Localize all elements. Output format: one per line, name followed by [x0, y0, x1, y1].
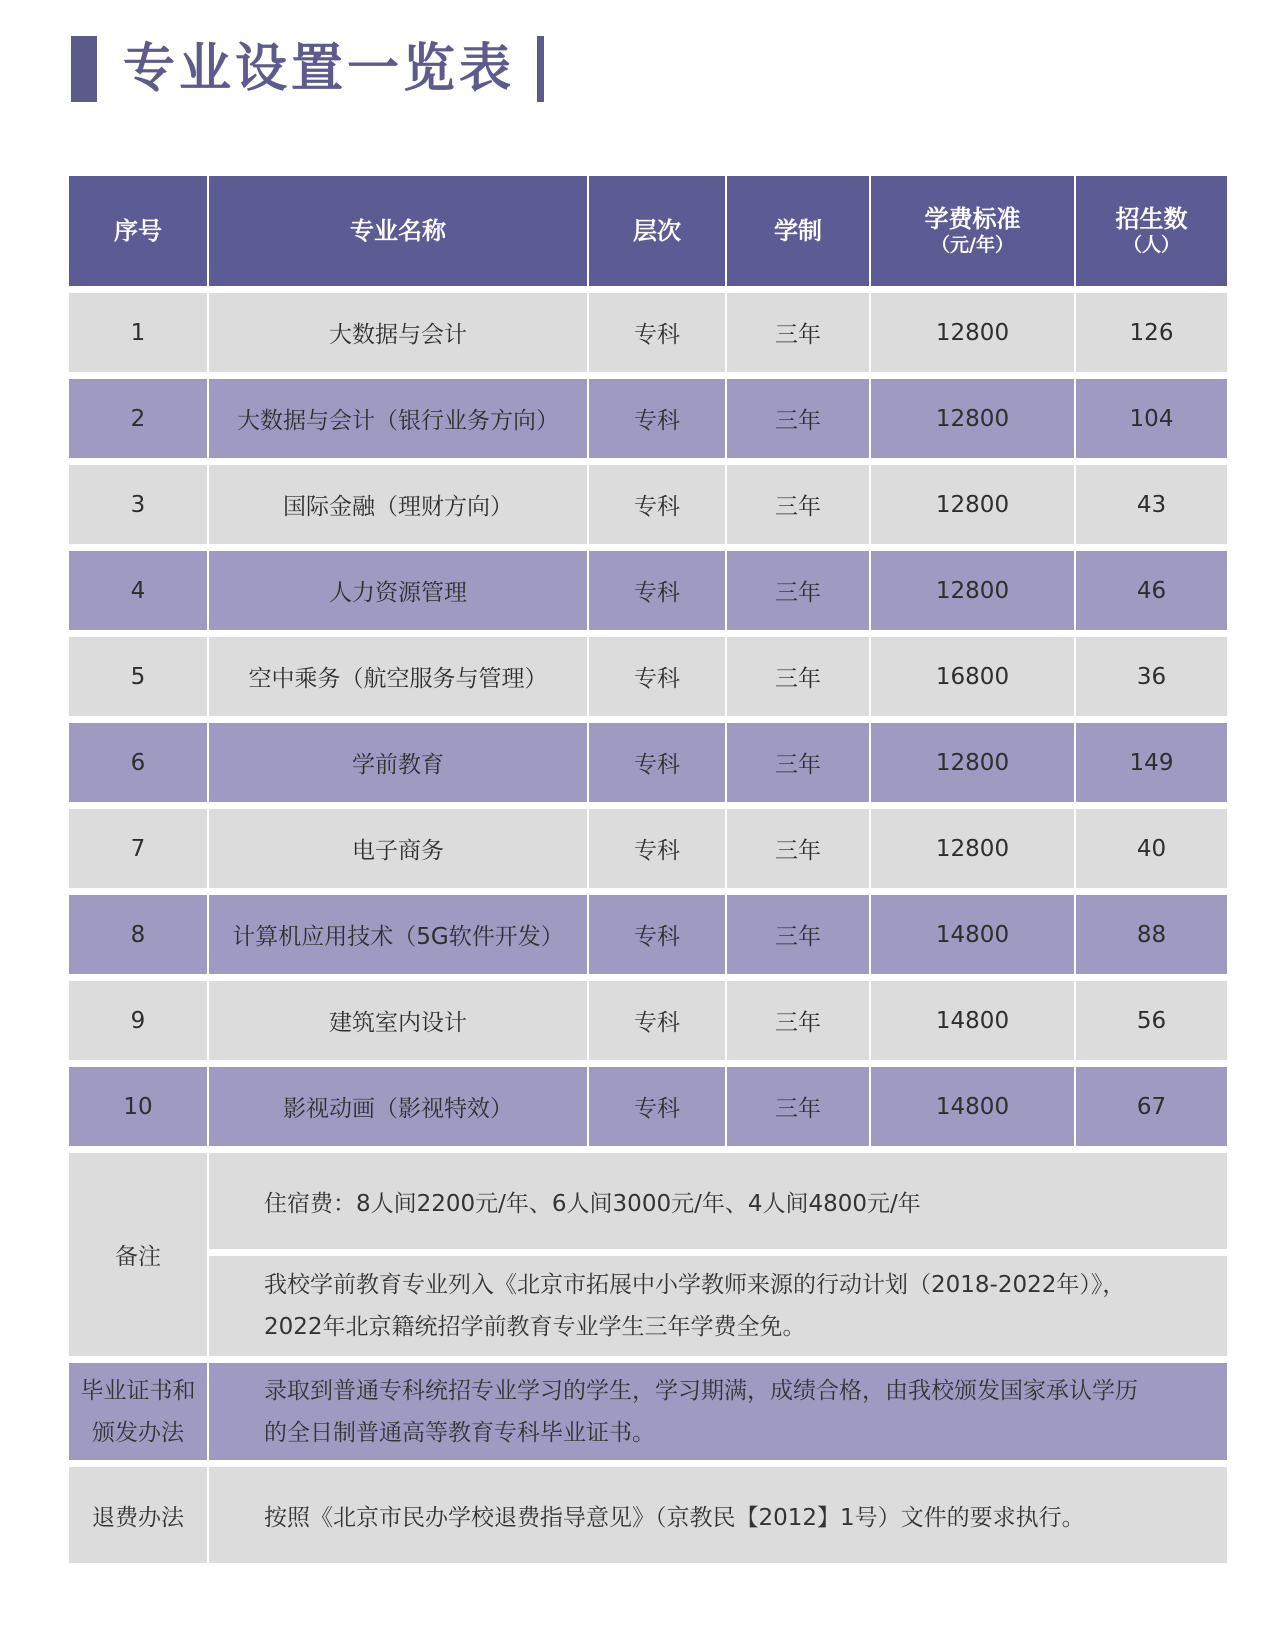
cell-major-name: 学前教育 [209, 723, 587, 802]
cell-level: 专科 [589, 895, 725, 974]
cell-level: 专科 [589, 723, 725, 802]
cell-index: 4 [69, 551, 207, 630]
cell-enrollment: 43 [1076, 465, 1227, 544]
table-row [69, 809, 1227, 888]
cell-level: 专科 [589, 637, 725, 716]
page-title-block [71, 36, 544, 102]
refund-section [69, 1467, 1227, 1563]
cell-major-name: 人力资源管理 [209, 551, 587, 630]
cell-tuition: 14800 [871, 1067, 1074, 1146]
refund-text: 按照《北京市民办学校退费指导意见》（京教民【2012】1号）文件的要求执行。 [209, 1467, 1227, 1563]
cell-enrollment: 149 [1076, 723, 1227, 802]
cell-duration: 三年 [727, 895, 869, 974]
cell-index: 3 [69, 465, 207, 544]
table-row [69, 723, 1227, 802]
certificate-label-line-2: 颁发办法 [92, 1419, 184, 1446]
cell-duration: 三年 [727, 293, 869, 372]
header-duration: 学制 [727, 176, 869, 286]
cell-index: 7 [69, 809, 207, 888]
notes-preschool-line-1: 我校学前教育专业列入《北京市拓展中小学教师来源的行动计划（2018-2022年）》， [264, 1272, 1126, 1298]
cell-level: 专科 [589, 379, 725, 458]
cell-tuition: 12800 [871, 465, 1074, 544]
certificate-text-line-1: 录取到普通专科统招专业学习的学生，学习期满，成绩合格，由我校颁发国家承认学历 [264, 1377, 1138, 1404]
header-tuition: 学费标准 （元/年） [871, 176, 1074, 286]
table-row [69, 293, 1227, 372]
cell-index: 5 [69, 637, 207, 716]
cell-level: 专科 [589, 551, 725, 630]
table-body [69, 293, 1227, 1146]
cell-tuition: 12800 [871, 293, 1074, 372]
cell-major-name: 大数据与会计（银行业务方向） [209, 379, 587, 458]
cell-tuition: 12800 [871, 551, 1074, 630]
certificate-section [69, 1363, 1227, 1460]
table-row [69, 465, 1227, 544]
cell-tuition: 12800 [871, 379, 1074, 458]
table-row [69, 1067, 1227, 1146]
cell-duration: 三年 [727, 551, 869, 630]
cell-index: 10 [69, 1067, 207, 1146]
table-header [69, 176, 1227, 286]
page-title: 专业设置一览表 [123, 39, 516, 99]
certificate-text [209, 1363, 1227, 1460]
cell-tuition: 12800 [871, 809, 1074, 888]
notes-label: 备注 [69, 1153, 207, 1356]
table-row [69, 981, 1227, 1060]
majors-table [69, 176, 1227, 1563]
header-major-name: 专业名称 [209, 176, 587, 286]
title-end-bar [537, 36, 544, 102]
cell-index: 8 [69, 895, 207, 974]
notes-preschool-line-2: 2022年北京籍统招学前教育专业学生三年学费全免。 [264, 1314, 806, 1340]
cell-enrollment: 67 [1076, 1067, 1227, 1146]
header-enrollment: 招生数 （人） [1076, 176, 1227, 286]
certificate-label [69, 1363, 207, 1460]
notes-accommodation: 住宿费：8人间2200元/年、6人间3000元/年、4人间4800元/年 [209, 1153, 1227, 1249]
cell-level: 专科 [589, 293, 725, 372]
cell-enrollment: 88 [1076, 895, 1227, 974]
cell-level: 专科 [589, 465, 725, 544]
cell-enrollment: 104 [1076, 379, 1227, 458]
cell-index: 2 [69, 379, 207, 458]
cell-duration: 三年 [727, 465, 869, 544]
cell-tuition: 12800 [871, 723, 1074, 802]
cell-tuition: 16800 [871, 637, 1074, 716]
cell-duration: 三年 [727, 809, 869, 888]
cell-major-name: 影视动画（影视特效） [209, 1067, 587, 1146]
table-row [69, 379, 1227, 458]
cell-tuition: 14800 [871, 895, 1074, 974]
cell-duration: 三年 [727, 1067, 869, 1146]
notes-section [69, 1153, 1227, 1356]
cell-enrollment: 40 [1076, 809, 1227, 888]
cell-enrollment: 56 [1076, 981, 1227, 1060]
cell-major-name: 大数据与会计 [209, 293, 587, 372]
cell-enrollment: 126 [1076, 293, 1227, 372]
certificate-text-line-2: 的全日制普通高等教育专科毕业证书。 [264, 1419, 655, 1446]
header-index: 序号 [69, 176, 207, 286]
header-level: 层次 [589, 176, 725, 286]
cell-major-name: 计算机应用技术（5G软件开发） [209, 895, 587, 974]
cell-duration: 三年 [727, 379, 869, 458]
cell-enrollment: 46 [1076, 551, 1227, 630]
cell-index: 1 [69, 293, 207, 372]
cell-index: 6 [69, 723, 207, 802]
cell-duration: 三年 [727, 723, 869, 802]
cell-tuition: 14800 [871, 981, 1074, 1060]
cell-level: 专科 [589, 981, 725, 1060]
table-row [69, 637, 1227, 716]
cell-level: 专科 [589, 809, 725, 888]
table-row [69, 895, 1227, 974]
refund-label: 退费办法 [69, 1467, 207, 1563]
certificate-label-line-1: 毕业证书和 [80, 1377, 196, 1404]
notes-preschool-policy [209, 1256, 1227, 1356]
title-accent-bar [71, 36, 97, 102]
cell-level: 专科 [589, 1067, 725, 1146]
cell-duration: 三年 [727, 981, 869, 1060]
cell-major-name: 空中乘务（航空服务与管理） [209, 637, 587, 716]
cell-major-name: 建筑室内设计 [209, 981, 587, 1060]
table-row [69, 551, 1227, 630]
cell-index: 9 [69, 981, 207, 1060]
cell-enrollment: 36 [1076, 637, 1227, 716]
cell-major-name: 电子商务 [209, 809, 587, 888]
cell-duration: 三年 [727, 637, 869, 716]
cell-major-name: 国际金融（理财方向） [209, 465, 587, 544]
